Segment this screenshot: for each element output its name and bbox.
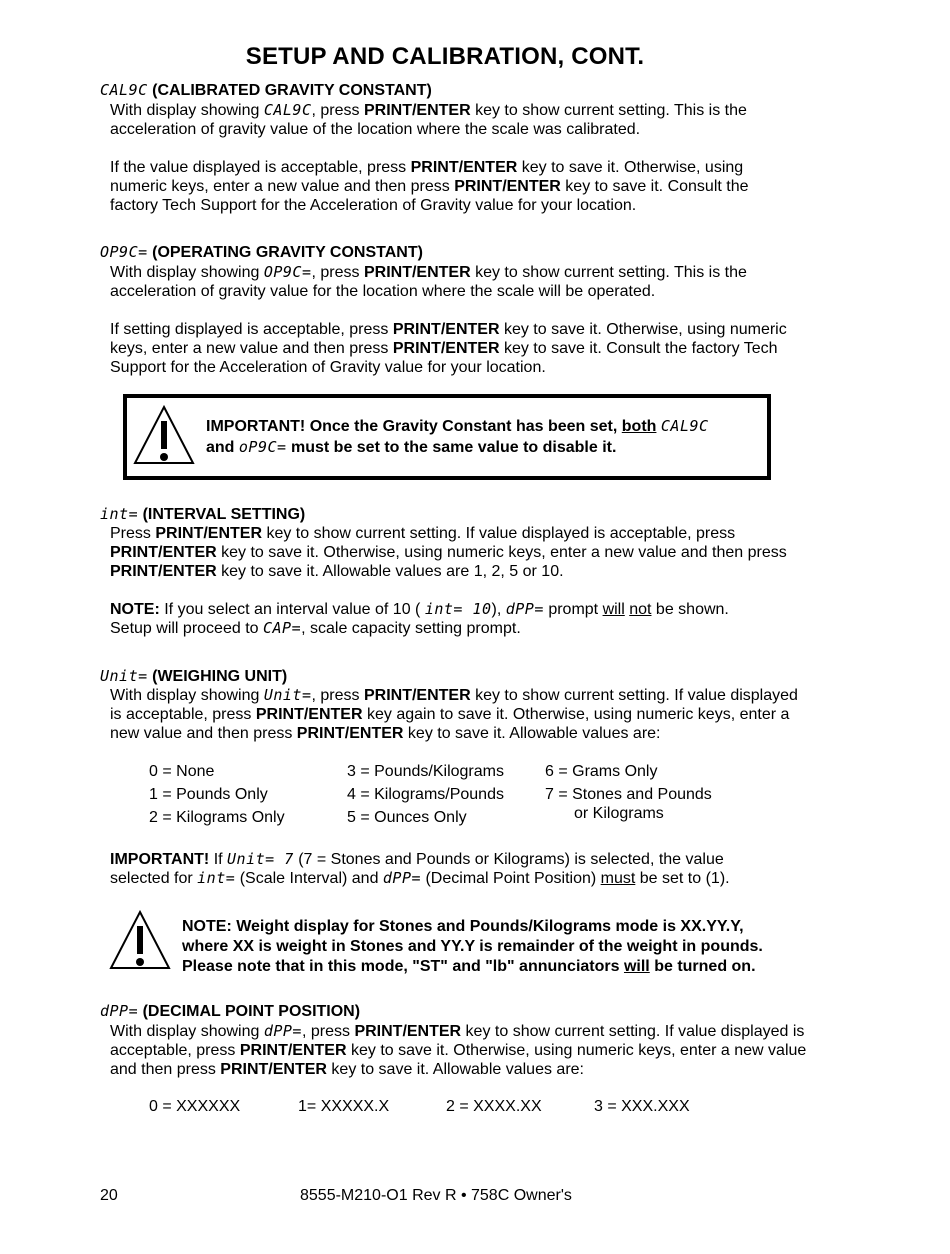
list-item: 7 = Stones and Pounds [545, 786, 712, 803]
display-code: OP9C= [100, 243, 148, 261]
key-label: PRINT/ENTER [239, 1042, 347, 1060]
paragraph: With display showing Unit=, press PRINT/ENTER key to show current setting. If value displayed is acceptable, press PRINT/ENTER key again to save it. Otherwise, using numeric keys, enter a new value and then press PRINT/ENTER key to save it. Allowable values are: [110, 686, 798, 743]
section-heading-dpp [100, 1002, 360, 1021]
key-label: PRINT/ENTER [255, 706, 363, 724]
key-label: PRINT/ENTER [363, 102, 471, 119]
key-label: PRINT/ENTER [363, 687, 471, 704]
note-paragraph: NOTE: If you select an interval value of 10 ( int= 10), dPP= prompt will not be shown. Setup will proceed to CAP=, scale capacity setting prompt. [110, 600, 729, 638]
paragraph: Press PRINT/ENTER key to show current setting. If value displayed is acceptable, press PRINT/ENTER key to save it. Otherwise, using numeric keys, enter a new value and then press PRINT/ENTER key to save it. Allowable values are 1, 2, 5 or 10. [110, 525, 787, 581]
key-label: PRINT/ENTER [296, 725, 404, 743]
display-code: dPP= [505, 600, 544, 618]
display-code: OP9C= [263, 263, 312, 281]
section-heading-calgc [100, 81, 432, 100]
key-label: PRINT/ENTER [110, 544, 217, 562]
warning-icon [133, 404, 195, 466]
display-code: dPP= [100, 1002, 139, 1020]
dpp-value-1: 1= XXXXX.X [298, 1098, 390, 1115]
display-code: int= [100, 505, 139, 523]
list-item: 2 = Kilograms Only [149, 809, 285, 826]
section-heading-unit [100, 667, 287, 686]
paragraph: If setting displayed is acceptable, press PRINT/ENTER key to save it. Otherwise, using numeric keys, enter a new value and then press PRINT/ENTER key to save it. Consult the factory Tech Support for the Acceleration of Gravity value for your location. [110, 321, 787, 377]
display-code: CAP= [262, 619, 302, 638]
key-label: PRINT/ENTER [354, 1023, 462, 1040]
display-code: oP9C= [238, 438, 287, 456]
list-item: 4 = Kilograms/Pounds [347, 786, 504, 803]
paragraph: If the value displayed is acceptable, press PRINT/ENTER key to save it. Otherwise, using numeric keys, enter a new value and then press PRINT/ENTER key to save it. Consult the factory Tech Support for the Acceleration of Gravity value for your location. [110, 159, 749, 215]
display-code: CAL9C [100, 81, 148, 99]
list-item: 5 = Ounces Only [347, 809, 467, 826]
key-label: PRINT/ENTER [410, 159, 518, 176]
list-item: 3 = Pounds/Kilograms [347, 763, 504, 780]
list-item: 1 = Pounds Only [149, 786, 268, 803]
page-title: SETUP AND CALIBRATION, CONT. [245, 43, 645, 70]
key-label: PRINT/ENTER [155, 525, 263, 542]
heading-text: (WEIGHING UNIT) [152, 668, 288, 685]
display-code: int= 10 [424, 600, 492, 618]
display-code: dPP= [263, 1022, 302, 1040]
key-label: PRINT/ENTER [363, 264, 471, 281]
display-code: CAL9C [263, 101, 312, 119]
dpp-value-2: 2 = XXXX.XX [446, 1098, 542, 1115]
important-text: IMPORTANT! Once the Gravity Constant has been set, both CAL9C and oP9C= must be set to the same value to disable it. [206, 417, 709, 456]
key-label: PRINT/ENTER [110, 563, 217, 581]
display-code: Unit= 7 [227, 850, 294, 868]
heading-text: (DECIMAL POINT POSITION) [142, 1003, 361, 1020]
paragraph: With display showing OP9C=, press PRINT/ENTER key to show current setting. This is the acceleration of gravity value for the location where the scale will be operated. [110, 263, 747, 301]
list-item: or Kilograms [574, 805, 664, 822]
display-code: Unit= [100, 667, 148, 685]
display-code: int= [197, 869, 236, 888]
stones-note: NOTE: Weight display for Stones and Pounds/Kilograms mode is XX.YY.Y, where XX is weight in Stones and YY.Y is remainder of the weight in pounds. Please note that in this mode, "ST" and "lb" annunciators will be turned on. [182, 918, 763, 975]
heading-text: (INTERVAL SETTING) [142, 506, 306, 523]
important-paragraph: IMPORTANT! If Unit= 7 (7 = Stones and Pounds or Kilograms) is selected, the value selected for int= (Scale Interval) and dPP= (Decimal Point Position) must be set to (1). [110, 850, 730, 888]
footer-doc-id: 8555-M210-O1 Rev R • 758C Owner's [300, 1187, 572, 1204]
key-label: PRINT/ENTER [392, 340, 500, 358]
key-label: PRINT/ENTER [220, 1061, 327, 1079]
unit-values-col3 [545, 760, 712, 822]
dpp-value-0: 0 = XXXXXX [149, 1098, 241, 1115]
paragraph: With display showing dPP=, press PRINT/ENTER key to show current setting. If value displayed is acceptable, press PRINT/ENTER key to save it. Otherwise, using numeric keys, enter a new value and then press PRINT/ENTER key to save it. Allowable values are: [110, 1022, 807, 1079]
warning-icon [108, 909, 172, 971]
section-heading-opgc [100, 243, 423, 262]
page-number: 20 [100, 1187, 118, 1204]
display-code: dPP= [382, 869, 422, 888]
list-item: 6 = Grams Only [545, 763, 658, 780]
display-code: Unit= [263, 686, 312, 704]
dpp-value-3: 3 = XXX.XXX [594, 1098, 690, 1115]
list-item: 0 = None [149, 763, 215, 780]
section-heading-interval [100, 505, 305, 524]
heading-text: (OPERATING GRAVITY CONSTANT) [152, 244, 423, 261]
paragraph: With display showing CAL9C, press PRINT/ENTER key to show current setting. This is the acceleration of gravity value of the location where the scale was calibrated. [110, 101, 747, 139]
key-label: PRINT/ENTER [454, 178, 561, 196]
display-code: CAL9C [660, 417, 709, 435]
unit-values-col2 [347, 760, 504, 829]
key-label: PRINT/ENTER [392, 321, 500, 338]
unit-values-col1 [149, 760, 285, 829]
heading-text: (CALIBRATED GRAVITY CONSTANT) [152, 82, 432, 99]
